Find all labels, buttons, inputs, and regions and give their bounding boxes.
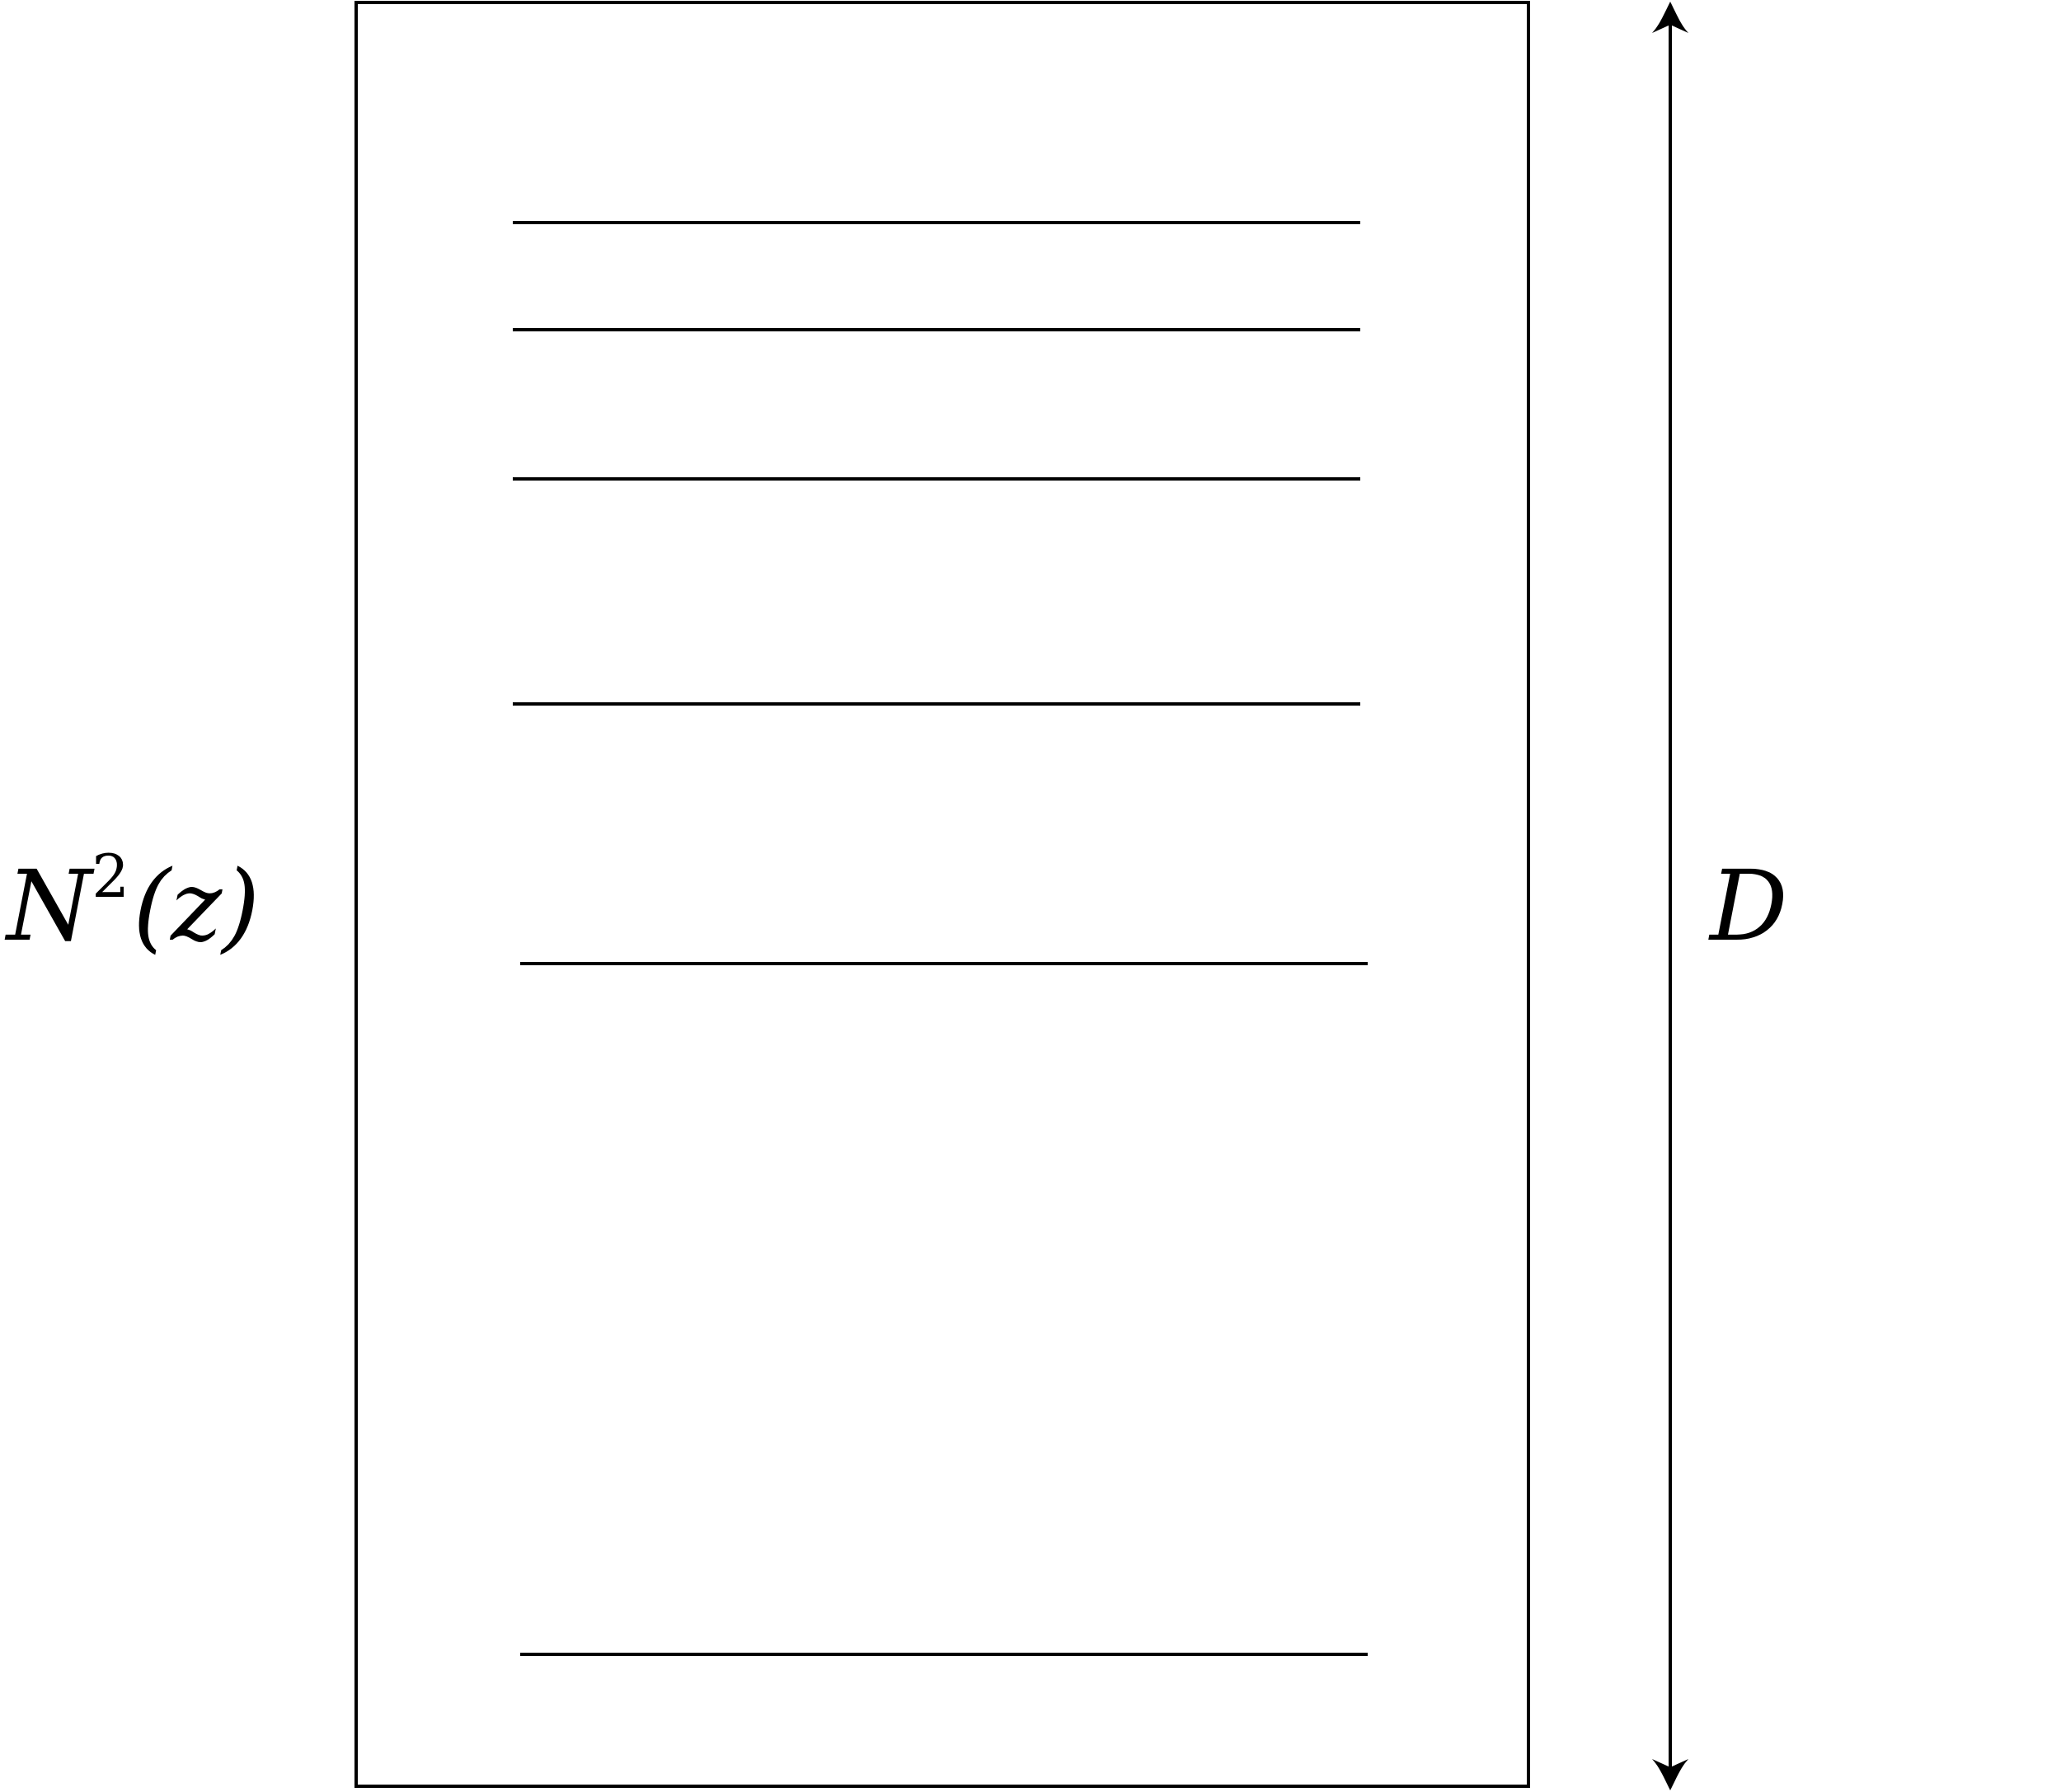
layer-interfaces [513,223,1368,1654]
domain-box [356,2,1528,1786]
label-argument: (z) [133,849,261,963]
depth-arrow [1652,2,1688,1790]
label-superscript: 2 [92,842,130,911]
buoyancy-frequency-label [4,842,260,963]
depth-label: D [1710,849,1788,963]
label-base: N [7,849,92,963]
